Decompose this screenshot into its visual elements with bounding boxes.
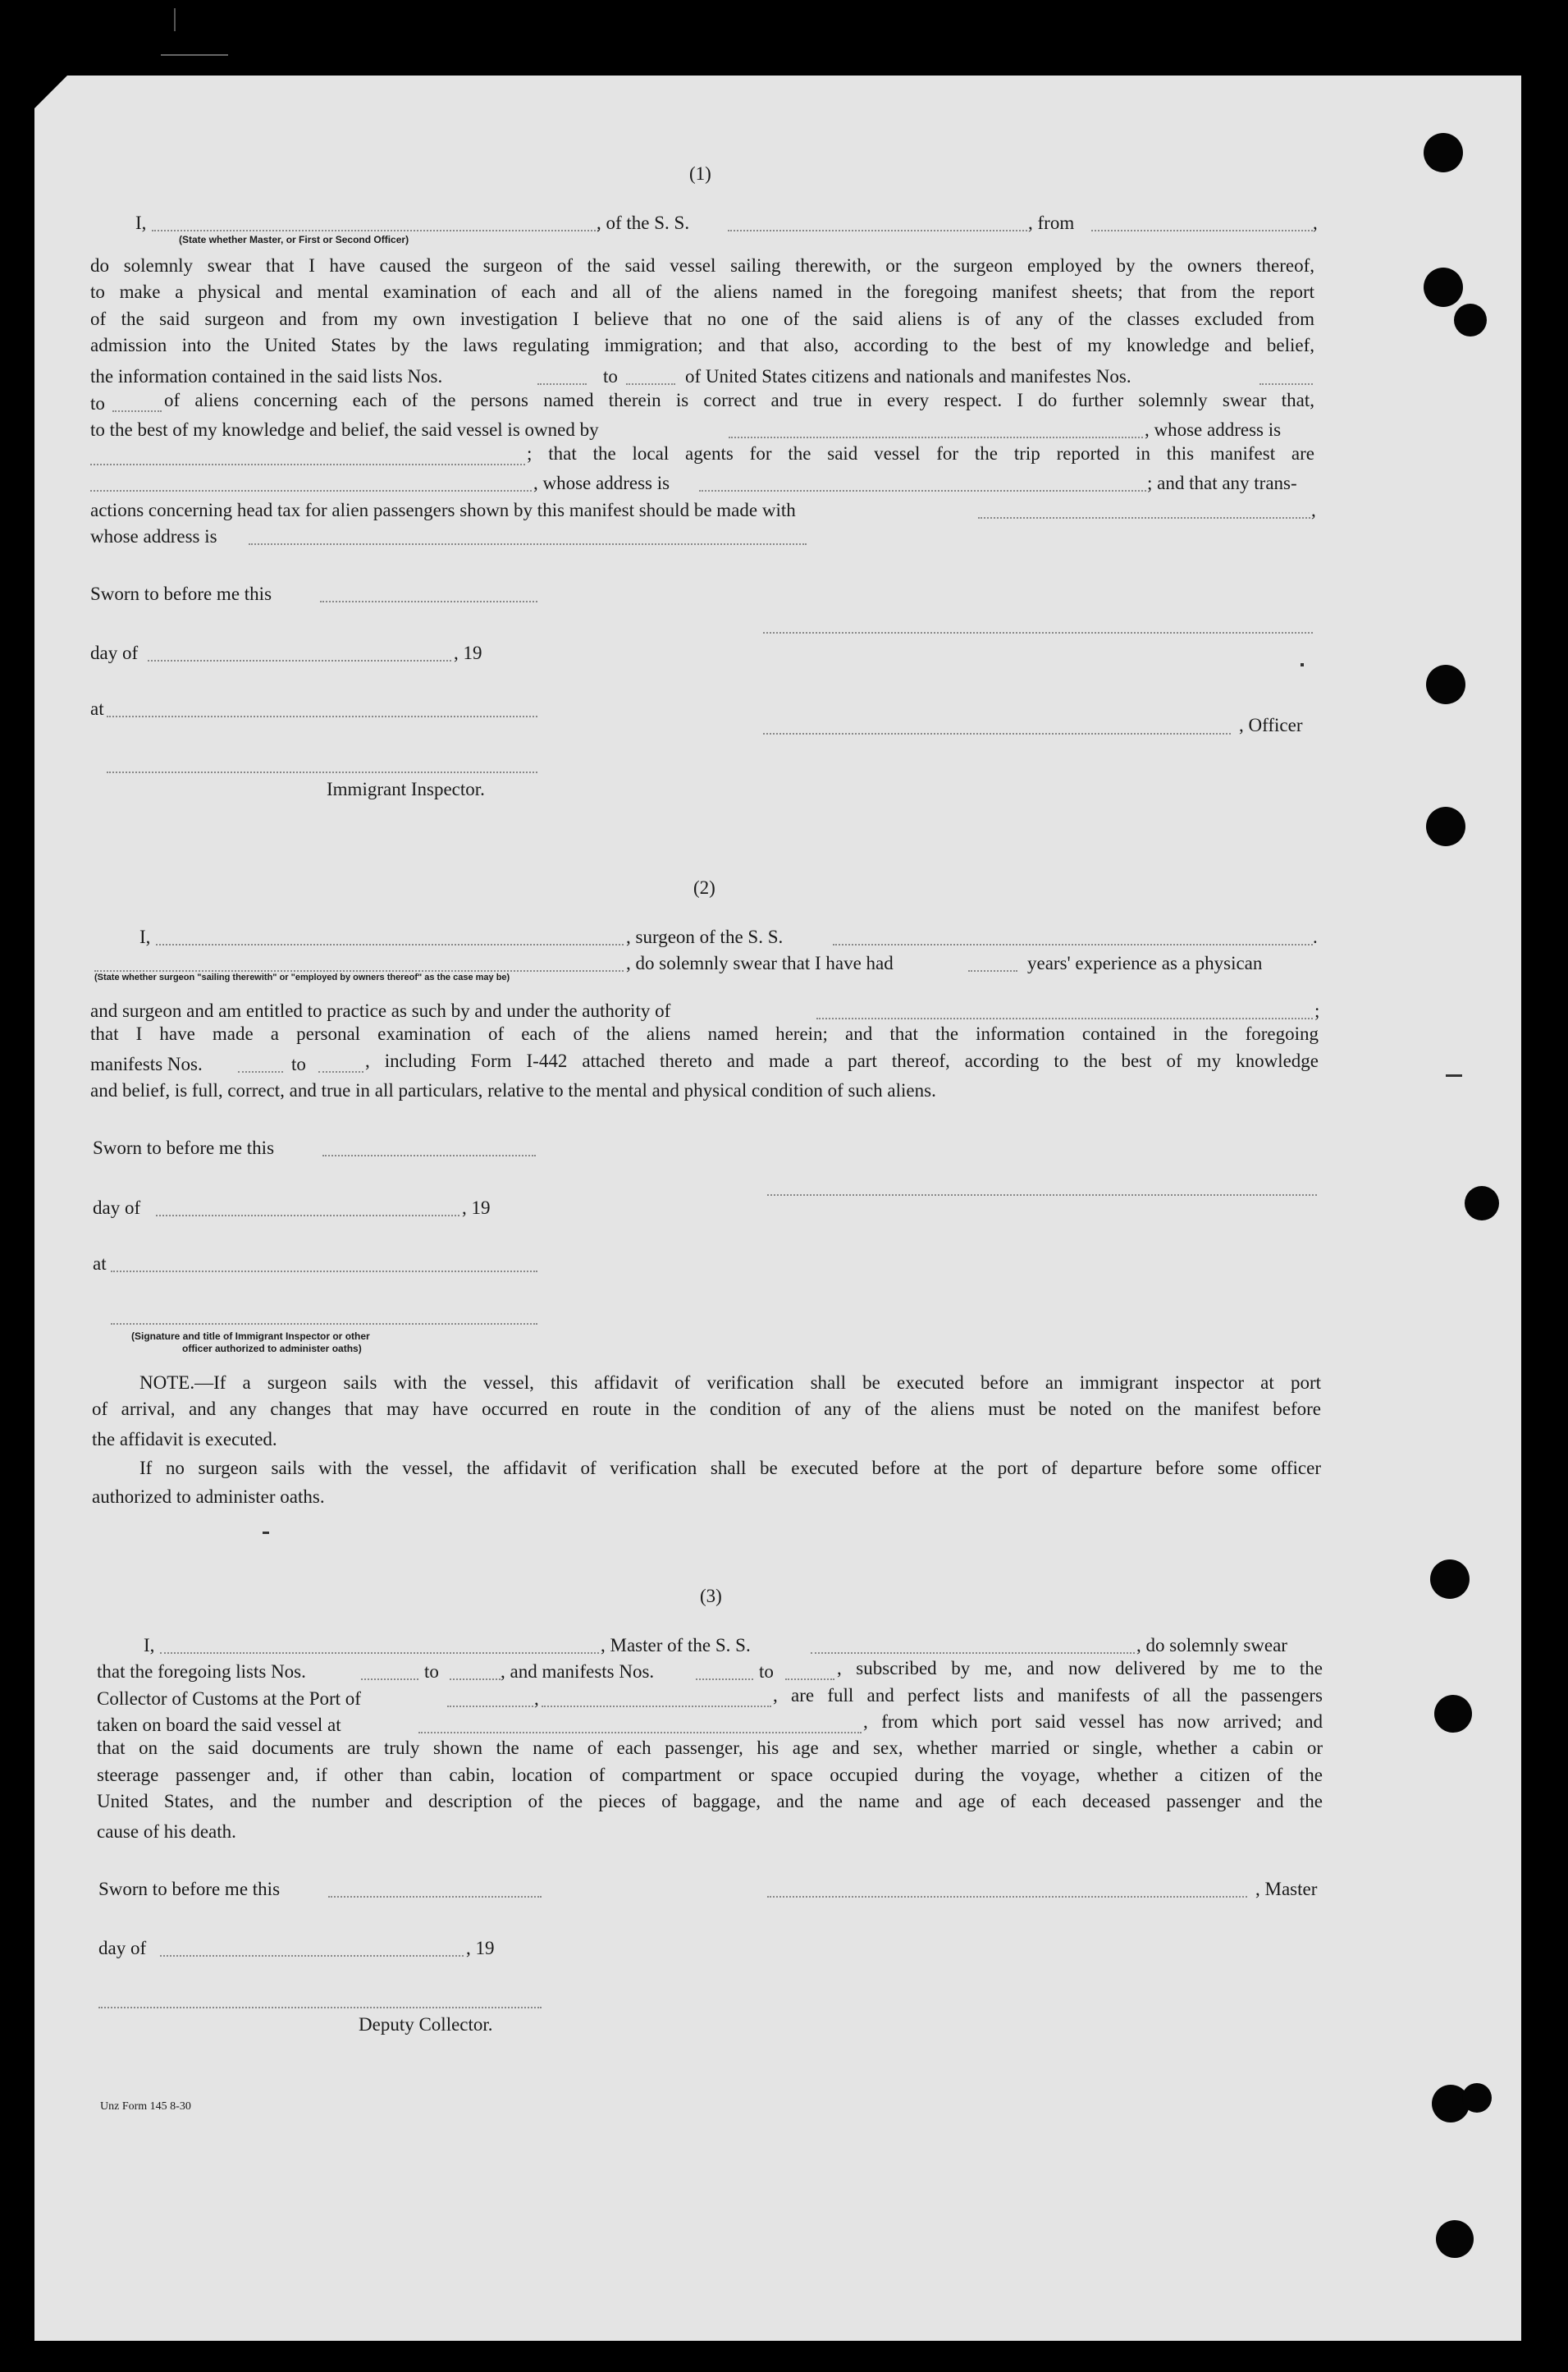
signature-line (98, 2007, 542, 2008)
fill-line (968, 970, 1017, 972)
s1-officer: , Officer (1239, 715, 1303, 735)
form-number: Unz Form 145 8-30 (100, 2100, 191, 2113)
s3-i: I, (144, 1635, 155, 1655)
s3-master: , Master (1255, 1879, 1318, 1899)
s3-day-of: day of (98, 1938, 147, 1958)
fill-line (148, 660, 451, 662)
punch-hole (1462, 2083, 1492, 2113)
fill-line (833, 944, 1313, 946)
section-2-number: (2) (693, 877, 715, 898)
punch-hole (1426, 807, 1465, 846)
fill-line (978, 517, 1310, 519)
s1-l7b: , whose address is (1145, 419, 1282, 440)
s2-day-of: day of (93, 1197, 141, 1218)
dust-mark (263, 1532, 269, 1534)
section-3-number: (3) (700, 1586, 722, 1606)
fill-line (152, 230, 599, 231)
s1-l11: whose address is (90, 526, 217, 547)
s3-l2c: , and manifests Nos. (501, 1661, 655, 1682)
fill-line (160, 1955, 464, 1957)
fill-line (1091, 230, 1313, 231)
s1-from: , from (1028, 213, 1075, 233)
fill-line (94, 970, 624, 972)
s1-at: at (90, 698, 104, 719)
s1-body-3: of the said surgeon and from my own investigation I believe that no one of the said aliens is of any of the classes excluded from (90, 309, 1314, 329)
punch-hole (1454, 304, 1487, 337)
fill-line (156, 1215, 459, 1216)
fill-line (1259, 383, 1313, 385)
s2-years: years' experience as a physican (1027, 953, 1263, 973)
s2-l3-end: ; (1314, 1001, 1320, 1021)
s1-of-ss: , of the S. S. (597, 213, 690, 233)
s1-sworn: Sworn to before me this (90, 584, 272, 604)
s2-l4: that I have made a personal examination of each of the aliens named herein; and that the information contained in the foregoing (90, 1023, 1319, 1044)
s2-l6: and belief, is full, correct, and true in all particulars, relative to the mental and physical condition of such aliens. (90, 1080, 936, 1101)
s3-year: , 19 (466, 1938, 495, 1958)
s1-l8: ; that the local agents for the said vessel for the trip reported in this manifest are (527, 443, 1314, 464)
punch-hole (1434, 1695, 1472, 1733)
s3-l4a: taken on board the said vessel at (97, 1715, 341, 1735)
s3-l4b: , from which port said vessel has now arrived; and (863, 1711, 1323, 1732)
s2-swear: , do solemnly swear that I have had (626, 953, 894, 973)
fill-line (699, 490, 1146, 492)
s1-body-4: admission into the United States by the laws regulating immigration; and that also, according to the best of my knowledge and belief, (90, 335, 1314, 355)
section-1-number: (1) (689, 163, 711, 184)
s2-sworn: Sworn to before me this (93, 1138, 275, 1158)
fill-line (785, 1678, 834, 1680)
s1-l9b: ; and that any trans- (1147, 473, 1297, 493)
s2-i: I, (139, 927, 151, 947)
signature-line (767, 1896, 1247, 1898)
dust-mark (1301, 663, 1304, 666)
punch-hole (1424, 133, 1463, 172)
s3-collector: Deputy Collector. (359, 2014, 493, 2035)
s2-l5a: manifests Nos. (90, 1054, 203, 1074)
fill-line (696, 1678, 753, 1680)
fill-line (322, 1155, 536, 1156)
s1-i: I, (135, 213, 147, 233)
s2-surgeon-of: , surgeon of the S. S. (626, 927, 784, 947)
s1-year: , 19 (454, 643, 482, 663)
s3-l3c: , are full and perfect lists and manifests of all the passengers (773, 1685, 1323, 1706)
s1-l9a: , whose address is (533, 473, 670, 493)
s2-note-5: authorized to administer oaths. (92, 1486, 325, 1507)
fill-line (361, 1678, 418, 1680)
fill-line (320, 601, 537, 602)
s1-day-of: day of (90, 643, 139, 663)
punch-hole (1465, 1186, 1499, 1220)
s2-note-4: If no surgeon sails with the vessel, the affidavit of verification shall be executed before at the port of departure before some officer (139, 1458, 1321, 1478)
s2-note-2: of arrival, and any changes that may have occurred en route in the condition of any of the aliens must be noted on the manifest before (92, 1399, 1321, 1419)
s1-officer-note: (State whether Master, or First or Second Officer) (179, 234, 409, 245)
fill-line (729, 437, 1143, 438)
s3-body-3: United States, and the number and description of the pieces of baggage, and the name and age of each deceased passenger and the (97, 1791, 1323, 1811)
s2-l5b: to (291, 1054, 306, 1074)
s3-l3a: Collector of Customs at the Port of (97, 1688, 361, 1709)
s1-from-end: , (1313, 213, 1318, 233)
s3-swear: , do solemnly swear (1136, 1635, 1287, 1655)
dust-mark (1446, 1074, 1462, 1077)
s2-l1-end: . (1313, 927, 1318, 947)
punch-hole (1436, 2220, 1474, 2258)
s2-sig-note-2: officer authorized to administer oaths) (182, 1343, 362, 1354)
fill-line (728, 230, 1027, 231)
fill-line (450, 1678, 501, 1680)
fill-line (112, 410, 162, 412)
s3-body-1: that on the said documents are truly shown the name of each passenger, his age and sex, whether married or single, whether a cabin or (97, 1738, 1323, 1758)
fill-line (107, 716, 537, 717)
fill-line (418, 1732, 862, 1733)
s2-year: , 19 (462, 1197, 491, 1218)
fill-line (318, 1071, 363, 1073)
dust-mark (174, 8, 176, 31)
s3-l2b: to (424, 1661, 439, 1682)
s1-body-1: do solemnly swear that I have caused the surgeon of the said vessel sailing therewith, or the surgeon employed by the owners thereof, (90, 255, 1314, 276)
fill-line (537, 383, 587, 385)
s3-l8: cause of his death. (97, 1821, 236, 1842)
s1-l5a: the information contained in the said lists Nos. (90, 366, 443, 387)
s3-l2a: that the foregoing lists Nos. (97, 1661, 306, 1682)
s2-note-1: NOTE.—If a surgeon sails with the vessel, this affidavit of verification shall be executed before an immigrant inspector at port (139, 1372, 1321, 1393)
s1-inspector: Immigrant Inspector. (327, 779, 485, 799)
s3-l2d: to (759, 1661, 774, 1682)
s2-at: at (93, 1253, 107, 1274)
signature-line (763, 733, 1231, 735)
s1-l10: actions concerning head tax for alien passengers shown by this manifest should be made with (90, 500, 796, 520)
fill-line (811, 1652, 1135, 1654)
signature-line (111, 1323, 537, 1325)
fill-line (111, 1271, 537, 1272)
s1-body-2: to make a physical and mental examination of each and all of the aliens named in the foregoing manifest sheets; that from the report (90, 282, 1314, 302)
punch-hole (1426, 665, 1465, 704)
s3-sworn: Sworn to before me this (98, 1879, 281, 1899)
signature-line (107, 772, 537, 773)
s1-l7a: to the best of my knowledge and belief, the said vessel is owned by (90, 419, 599, 440)
signature-line (763, 632, 1313, 634)
fill-line (816, 1018, 1313, 1019)
s1-l6a: to (90, 393, 105, 414)
s3-master-of: , Master of the S. S. (601, 1635, 751, 1655)
fill-line (90, 464, 525, 465)
s1-l5c: of United States citizens and nationals and manifestes Nos. (685, 366, 1131, 387)
punch-hole (1430, 1559, 1470, 1599)
form-page (34, 76, 1521, 2341)
fill-line (160, 1652, 599, 1654)
dust-mark (161, 54, 228, 56)
s3-l3b: , (534, 1688, 539, 1709)
s1-l6b: of aliens concerning each of the persons named therein is correct and true in every respect. I do further solemnly swear that, (164, 390, 1314, 410)
fill-line (542, 1706, 771, 1707)
fill-line (156, 944, 624, 946)
s2-sig-note-1: (Signature and title of Immigrant Inspector or other (131, 1330, 370, 1342)
fill-line (447, 1706, 533, 1707)
s3-l2e: , subscribed by me, and now delivered by me to the (837, 1658, 1323, 1678)
fill-line (626, 383, 675, 385)
fill-line (249, 543, 807, 545)
signature-line (767, 1194, 1317, 1196)
s2-note-3: the affidavit is executed. (92, 1429, 277, 1449)
s2-l5c: , including Form I-442 attached thereto and made a part thereof, according to the best of my knowledge (365, 1051, 1319, 1071)
fill-line (238, 1071, 283, 1073)
fill-line (90, 490, 532, 492)
punch-hole (1424, 268, 1463, 307)
s1-l10-end: , (1311, 500, 1316, 520)
s2-l3: and surgeon and am entitled to practice as such by and under the authority of (90, 1001, 671, 1021)
s3-body-2: steerage passenger and, if other than cabin, location of compartment or space occupied during the voyage, whether a citizen of the (97, 1765, 1323, 1785)
fill-line (328, 1896, 542, 1898)
s2-surgeon-note: (State whether surgeon "sailing therewith" or "employed by owners thereof" as the case may be) (94, 973, 510, 982)
s1-l5b: to (603, 366, 618, 387)
